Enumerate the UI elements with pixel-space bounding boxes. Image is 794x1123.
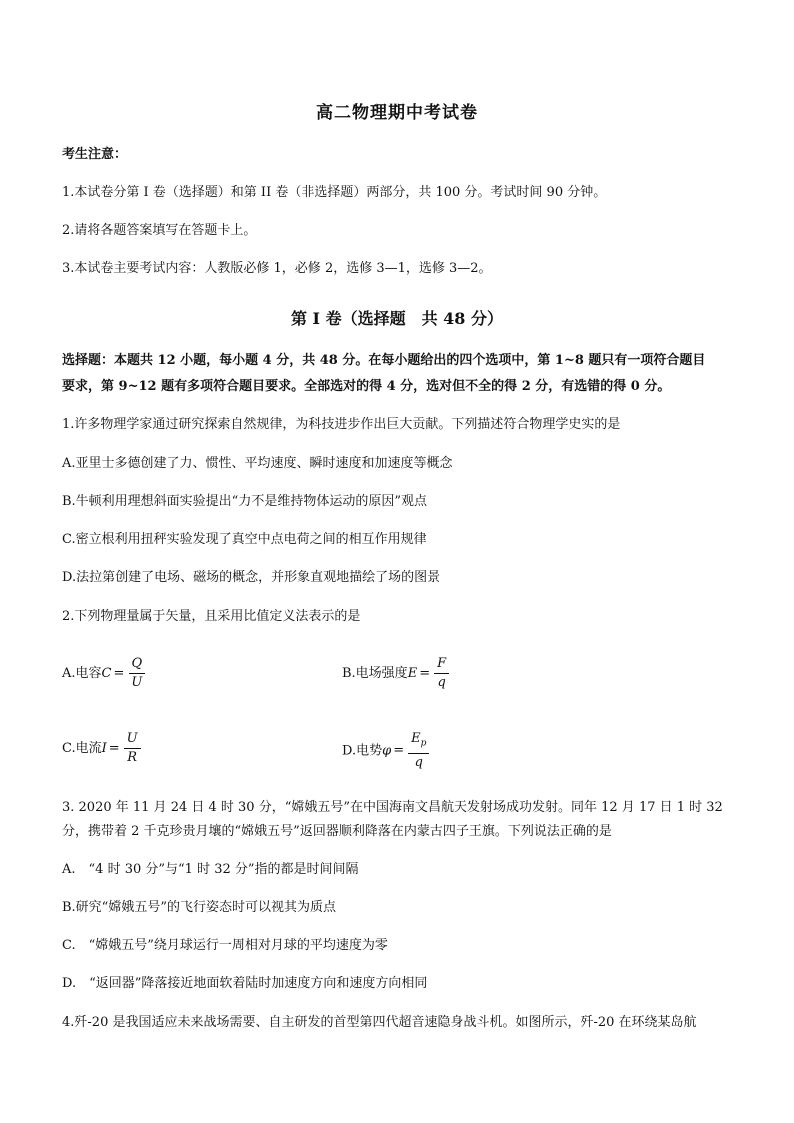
question-4-stem: 4.歼-20 是我国适应未来战场需要、自主研发的首型第四代超音速隐身战斗机。如图所示，歼-20 在环绕某岛航 [62,1015,697,1030]
option-prefix: A.电容 [62,666,102,681]
question-1-option-c: C.密立根利用扭秤实验发现了真空中点电荷之间的相互作用规律 [62,532,427,547]
question-2-option-c [62,731,143,766]
question-1-option-b: B.牛顿利用理想斜面实验提出“力不是维持物体运动的原因”观点 [62,494,427,509]
option-variable: φ [382,743,392,759]
option-variable: C [101,666,112,681]
question-2-option-d [342,731,431,771]
option-prefix: C.电流 [62,741,102,756]
notice-item: 2.请将各题答案填写在答题卡上。 [62,223,257,238]
numerator-base: E [411,731,421,746]
fraction [124,731,141,766]
fraction-denominator: q [437,675,446,690]
notice-item: 3.本试卷主要考试内容：人教版必修 1，必修 2，选修 3—1，选修 3—2。 [62,261,492,276]
question-3-option-d: D. “返回器”降落接近地面软着陆时加速度方向和速度方向相同 [62,976,428,991]
equals-sign: = [393,743,405,759]
fraction-denominator: R [127,750,138,765]
option-prefix: D.电势 [342,743,383,759]
numerator-subscript: p [420,738,427,749]
section-title: 第 I 卷（选择题 共 48 分） [290,309,504,328]
fraction-denominator: U [131,675,143,690]
question-1-option-a: A.亚里士多德创建了力、惯性、平均速度、瞬时速度和加速度等概念 [62,456,453,471]
fraction-numerator: F [434,656,449,674]
fraction [128,656,145,691]
question-2-option-b [342,656,451,691]
fraction [434,656,449,691]
question-1-stem: 1.许多物理学家通过研究探索自然规律，为科技进步作出巨大贡献。下列描述符合物理学史实的是 [62,417,621,432]
question-1-option-d: D.法拉第创建了电场、磁场的概念，并形象直观地描绘了场的图景 [62,570,441,585]
equals-sign: = [419,666,431,681]
equals-sign: = [113,666,125,681]
notice-heading: 考生注意： [62,147,128,162]
fraction-denominator: q [414,754,423,770]
page-title: 高二物理期中考试卷 [316,103,478,123]
fraction-numerator [408,731,429,754]
fraction-numerator: Q [129,656,146,674]
question-3-option-a: A. “4 时 30 分”与“1 时 32 分”指的都是时间间隔 [62,862,359,877]
section-instructions: 要求，第 9~12 题有多项符合题目要求。全部选对的得 4 分，选对但不全的得 2 分，有选错的得 0 分。 [62,379,671,394]
notice-item: 1.本试卷分第 I 卷（选择题）和第 II 卷（非选择题）两部分，共 100 分。考试时间 90 分钟。 [62,185,607,200]
question-3-stem: 3. 2020 年 11 月 24 日 4 时 30 分，“嫦娥五号”在中国海南文昌航天发射场成功发射。同年 12 月 17 日 1 时 32 [62,800,723,815]
question-2-option-a [62,656,147,691]
equals-sign: = [108,741,120,756]
fraction-numerator: U [124,731,141,749]
section-instructions: 选择题：本题共 12 小题，每小题 4 分，共 48 分。在每小题给出的四个选项中，第 1~8 题只有一项符合题目 [62,353,706,368]
question-3-option-c: C. “嫦娥五号”绕月球运行一周相对月球的平均速度为零 [62,938,388,953]
fraction [408,731,429,771]
option-variable: E [407,666,418,681]
question-3-option-b: B.研究“嫦娥五号”的飞行姿态时可以视其为质点 [62,900,336,915]
question-2-stem: 2.下列物理量属于矢量，且采用比值定义法表示的是 [62,609,361,624]
question-3-stem: 分，携带着 2 千克珍贵月壤的“嫦娥五号”返回器顺利降落在内蒙古四子王旗。下列说法正确的是 [62,824,612,839]
option-variable: I [101,741,107,756]
option-prefix: B.电场强度 [342,666,408,681]
